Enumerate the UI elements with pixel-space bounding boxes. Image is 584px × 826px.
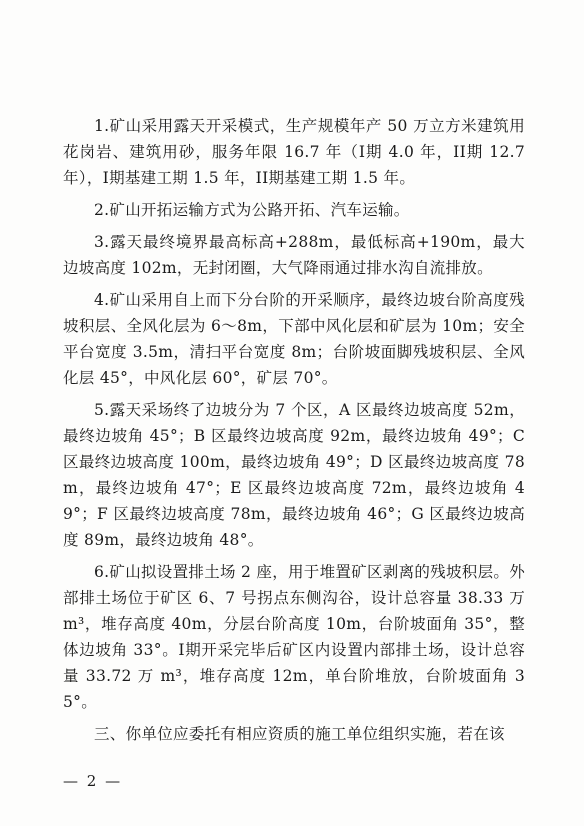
paragraph-3: 3.露天最终境界最高标高+288m，最低标高+190m，最大边坡高度 102m，无封闭圈，大气降雨通过排水沟自流排放。 [63, 233, 525, 277]
paragraph-7: 三、你单位应委托有相应资质的施工单位组织实施，若在该 [94, 725, 505, 743]
document-body [63, 113, 525, 753]
paragraph-4: 4.矿山采用自上而下分台阶的开采顺序，最终边坡台阶高度残坡积层、全风化层为 6～8m，下部中风化层和矿层为 10m；安全平台宽度 3.5m，清扫平台宽度 8m；台阶坡面脚残坡积层、全风化层 45°，中风化层 60°，矿层 70°。 [63, 291, 525, 387]
page-number: — 2 — [63, 772, 123, 790]
paragraph-1: 1.矿山采用露天开采模式，生产规模年产 50 万立方米建筑用花岗岩、建筑用砂，服务年限 16.7 年（I期 4.0 年，II期 12.7 年），I期基建工期 1.5 年，II期基建工期 1.5 年。 [63, 117, 525, 187]
paragraph-2: 2.矿山开拓运输方式为公路开拓、汽车运输。 [94, 201, 410, 219]
paragraph-6: 6.矿山拟设置排土场 2 座，用于堆置矿区剥离的残坡积层。外部排土场位于矿区 6、7 号拐点东侧沟谷，设计总容量 38.33 万 m³，堆存高度 40m，分层台阶高度 10m，台阶坡面角 35°，整体边坡角 33°。I期开采完毕后矿区内设置内部排土场，设计总容量 33.72 万 m³，堆存高度 12m，单台阶堆放，台阶坡面角 35°。 [63, 563, 526, 711]
paragraph-5: 5.露天采场终了边坡分为 7 个区，A 区最终边坡高度 52m，最终边坡角 45°；B 区最终边坡高度 92m，最终边坡角 49°；C 区最终边坡高度 100m，最终边坡角 49°；D 区最终边坡高度 78m，最终边坡角 47°；E 区最终边坡高度 72m，最终边坡角 49°；F 区最终边坡高度 78m，最终边坡角 46°；G 区最终边坡高度 89m，最终边坡角 48°。 [63, 401, 525, 549]
